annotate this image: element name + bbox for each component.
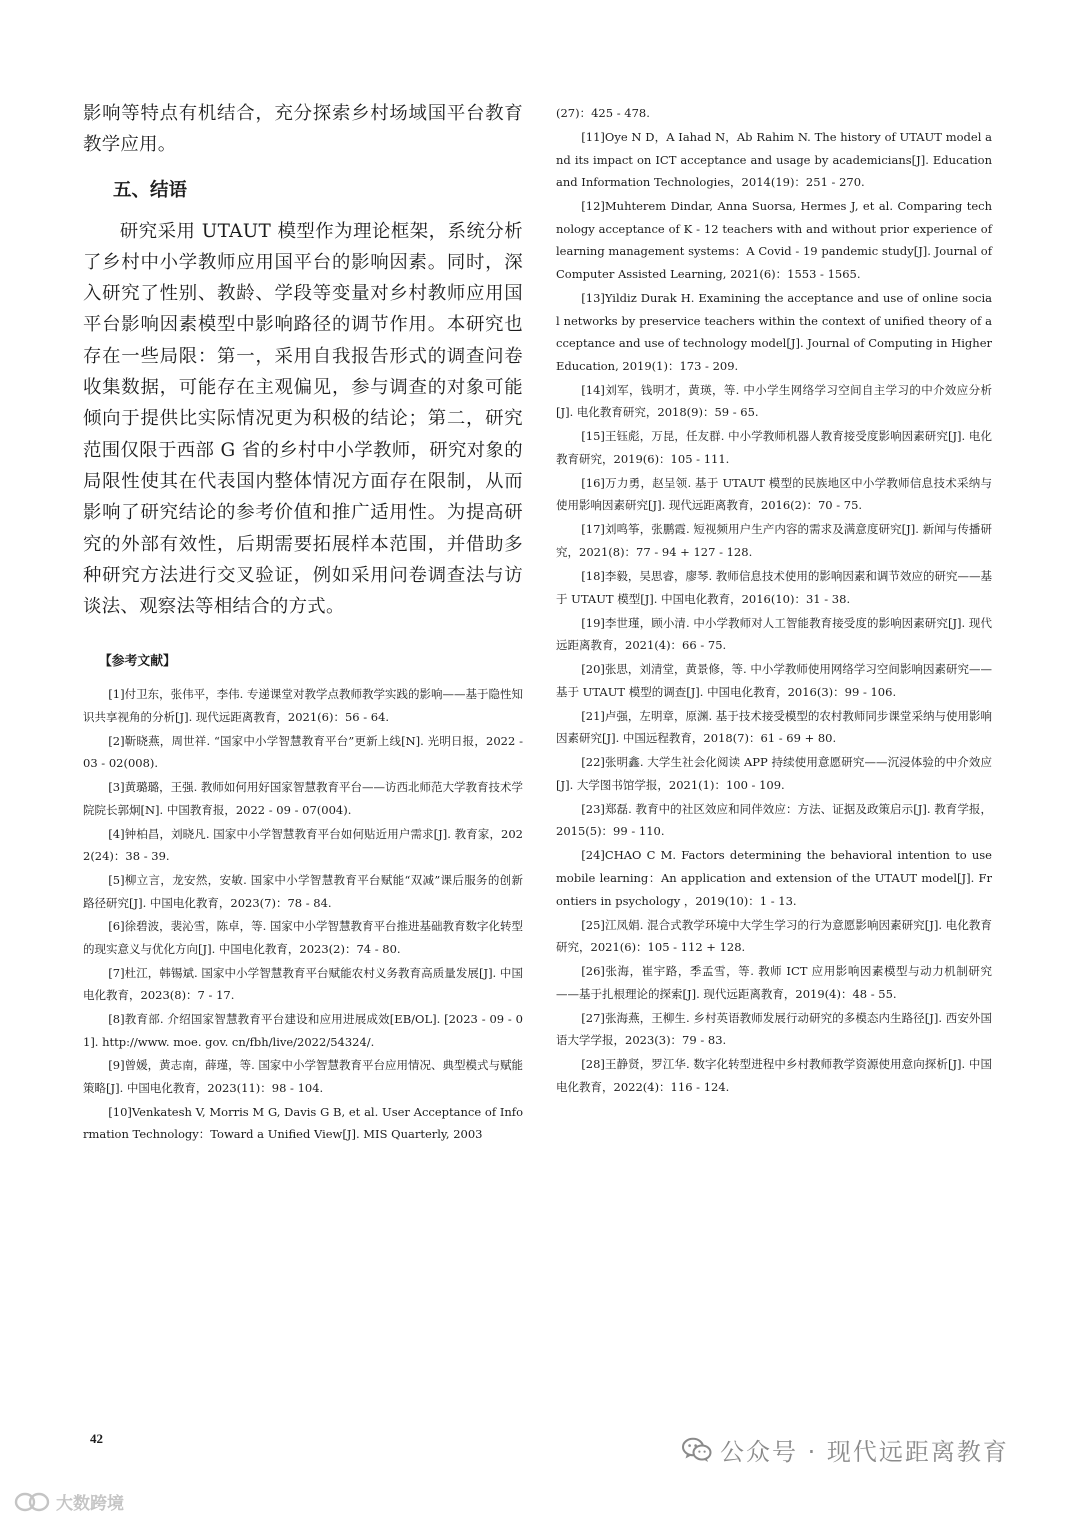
wechat-watermark-text: 公众号 · 现代远距离教育 bbox=[720, 1438, 1009, 1466]
reference-item: [18]李毅，吴思睿，廖琴. 教师信息技术使用的影响因素和调节效应的研究——基于 UTAUT 模型[J]. 中国电化教育，2016(10)：31 - 38. bbox=[556, 569, 992, 606]
reference-item: [22]张明鑫. 大学生社会化阅读 APP 持续使用意愿研究——沉浸体验的中介效应[J]. 大学图书馆学报，2021(1)：100 - 109. bbox=[556, 755, 992, 792]
page-number: 42 bbox=[90, 1431, 103, 1446]
references-list-left bbox=[83, 683, 523, 1146]
intro-text bbox=[83, 98, 523, 161]
reference-item: [27]张海燕，王柳生. 乡村英语教师发展行动研究的多模态内生路径[J]. 西安外国语大学学报，2023(3)：79 - 83. bbox=[556, 1010, 992, 1048]
reference-item: [5]柳立言，龙安然，安敏. 国家中小学智慧教育平台赋能“双减”课后服务的创新路径研究[J]. 中国电化教育，2023(7)：78 - 84. bbox=[83, 872, 523, 910]
intro-paragraph: 影响等特点有机结合，充分探索乡村场域国平台教育教学应用。 bbox=[83, 103, 523, 156]
reference-item: [4]钟柏昌，刘晓凡. 国家中小学智慧教育平台如何贴近用户需求[J]. 教育家，2022(24)：38 - 39. bbox=[83, 826, 523, 864]
reference-item: [14]刘军，钱明才，黄瑛，等. 中小学生网络学习空间自主学习的中介效应分析[J]. 电化教育研究，2018(9)：59 - 65. bbox=[556, 382, 992, 420]
reference-item: [20]张思，刘清堂，黄景修，等. 中小学教师使用网络学习空间影响因素研究——基于 UTAUT 模型的调查[J]. 中国电化教育，2016(3)：99 - 106. bbox=[556, 662, 992, 699]
wechat-watermark bbox=[682, 1432, 1009, 1467]
right-column bbox=[556, 102, 992, 1100]
references-heading: 【参考文献】 bbox=[99, 654, 176, 670]
reference-item: [19]李世瑾，顾小清. 中小学教师对人工智能教育接受度的影响因素研究[J]. 现代远距离教育，2021(4)：66 - 75. bbox=[556, 615, 992, 653]
reference-item: [7]杜江，韩锡斌. 国家中小学智慧教育平台赋能农村义务教育高质量发展[J]. 中国电化教育，2023(8)：7 - 17. bbox=[83, 965, 523, 1003]
section-title: 五、结语 bbox=[113, 179, 188, 201]
wechat-icon bbox=[682, 1437, 712, 1463]
reference-item: [23]郑磊. 教育中的社区效应和同伴效应：方法、证据及政策启示[J]. 教育学报，2015(5)：99 - 110. bbox=[556, 801, 992, 839]
left-column bbox=[83, 98, 523, 1147]
reference-item: [2]靳晓燕，周世祥. “国家中小学智慧教育平台”更新上线[N]. 光明日报，2022 - 03 - 02(008). bbox=[83, 733, 523, 771]
site-watermark-text: 大数跨境 bbox=[56, 1494, 124, 1514]
reference-item: [28]王静贤，罗江华. 数字化转型进程中乡村教师教学资源使用意向探析[J]. 中国电化教育，2022(4)：116 - 124. bbox=[556, 1057, 992, 1094]
reference-item: [6]徐碧波，裴沁雪，陈卓，等. 国家中小学智慧教育平台推进基础教育数字化转型的现实意义与优化方向[J]. 中国电化教育，2023(2)：74 - 80. bbox=[83, 919, 523, 956]
reference-item: [24]CHAO C M. Factors determining the behavioral intention to use mobile learning：An application and extension of the UTAUT model[J]. Frontiers in psychology ，2019(10)：1 - 13. bbox=[556, 848, 992, 908]
site-watermark bbox=[14, 1489, 124, 1514]
references-list-right bbox=[556, 102, 992, 1099]
reference-item: [12]Muhterem Dindar, Anna Suorsa, Hermes J, et al. Comparing technology acceptance of K - 12 teachers with and without prior experience of learning management systems：A Covid - 19 pandemic study[J]. Journal of Computer Assisted Learning, 2021(6)：1553 - 1565. bbox=[556, 199, 992, 281]
reference-item: [13]Yildiz Durak H. Examining the acceptance and use of online social networks by preservice teachers within the context of unified theory of acceptance and use of technology model[J]. Journal of Computing in Higher Education, 2019(1)：173 - 209. bbox=[556, 290, 992, 373]
reference-item: [16]万力勇，赵呈领. 基于 UTAUT 模型的民族地区中小学教师信息技术采纳与使用影响因素研究[J]. 现代远距离教育，2016(2)：70 - 75. bbox=[556, 475, 992, 513]
reference-item: [21]卢强，左明章，原渊. 基于技术接受模型的农村教师同步课堂采纳与使用影响因素研究[J]. 中国远程教育，2018(7)：61 - 69 + 80. bbox=[556, 708, 992, 746]
reference-item: [1]付卫东，张伟平，李伟. 专递课堂对教学点教师教学实践的影响——基于隐性知识共享视角的分析[J]. 现代远距离教育，2021(6)：56 - 64. bbox=[83, 687, 523, 725]
reference-item: [3]黄璐璐，王强. 教师如何用好国家智慧教育平台——访西北师范大学教育技术学院院长郭炯[N]. 中国教育报，2022 - 09 - 07(004). bbox=[83, 780, 523, 817]
brand-logo-icon bbox=[14, 1491, 50, 1513]
reference-item: [10]Venkatesh V, Morris M G, Davis G B, et al. User Acceptance of Information Technology：Toward a Unified View[J]. MIS Quarterly, 2003 bbox=[83, 1104, 523, 1142]
reference-item: [8]教育部. 介绍国家智慧教育平台建设和应用进展成效[EB/OL]. [2023 - 09 - 01]. http://www. moe. gov. cn/fbh/live/2022/54324/. bbox=[83, 1012, 523, 1049]
reference-item: [26]张海，崔宇路，季孟雪，等. 教师 ICT 应用影响因素模型与动力机制研究——基于扎根理论的探索[J]. 现代远距离教育，2019(4)：48 - 55. bbox=[556, 964, 992, 1001]
reference-item: [9]曾媛，黄志南，薛瑾，等. 国家中小学智慧教育平台应用情况、典型模式与赋能策略[J]. 中国电化教育，2023(11)：98 - 104. bbox=[83, 1058, 523, 1096]
conclusion-paragraph: 研究采用 UTAUT 模型作为理论框架，系统分析了乡村中小学教师应用国平台的影响因素。同时，深入研究了性别、教龄、学段等变量对乡村教师应用国平台影响因素模型中影响路径的调节作用。本研究也存在一些局限：第一，采用自我报告形式的调查问卷收集数据，可能存在主观偏见，参与调查的对象可能倾向于提供比实际情况更为积极的结论；第二，研究范围仅限于西部 G 省的乡村中小学教师，研究对象的局限性使其在代表国内整体情况方面存在限制，从而影响了研究结论的参考价值和推广适用性。为提高研究的外部有效性，后期需要拓展样本范围，并借助多种研究方法进行交叉验证，例如采用问卷调查法与访谈法、观察法等相结合的方式。 bbox=[83, 220, 523, 618]
reference-continuation: (27)：425 - 478. bbox=[556, 106, 650, 120]
reference-item: [25]江凤娟. 混合式教学环境中大学生学习的行为意愿影响因素研究[J]. 电化教育研究，2021(6)：105 - 112 + 128. bbox=[556, 917, 992, 955]
reference-item: [17]刘鸣筝，张鹏霞. 短视频用户生产内容的需求及满意度研究[J]. 新闻与传播研究，2021(8)：77 - 94 + 127 - 128. bbox=[556, 522, 992, 560]
reference-item: [11]Oye N D，A Iahad N，Ab Rahim N. The history of UTAUT model and its impact on ICT acceptance and usage by academicians[J]. Education and Information Technologies，2014(19)：251 - 270. bbox=[556, 129, 992, 190]
reference-item: [15]王钰彪，万昆，任友群. 中小学教师机器人教育接受度影响因素研究[J]. 电化教育研究，2019(6)：105 - 111. bbox=[556, 429, 992, 466]
conclusion-text bbox=[83, 216, 523, 623]
